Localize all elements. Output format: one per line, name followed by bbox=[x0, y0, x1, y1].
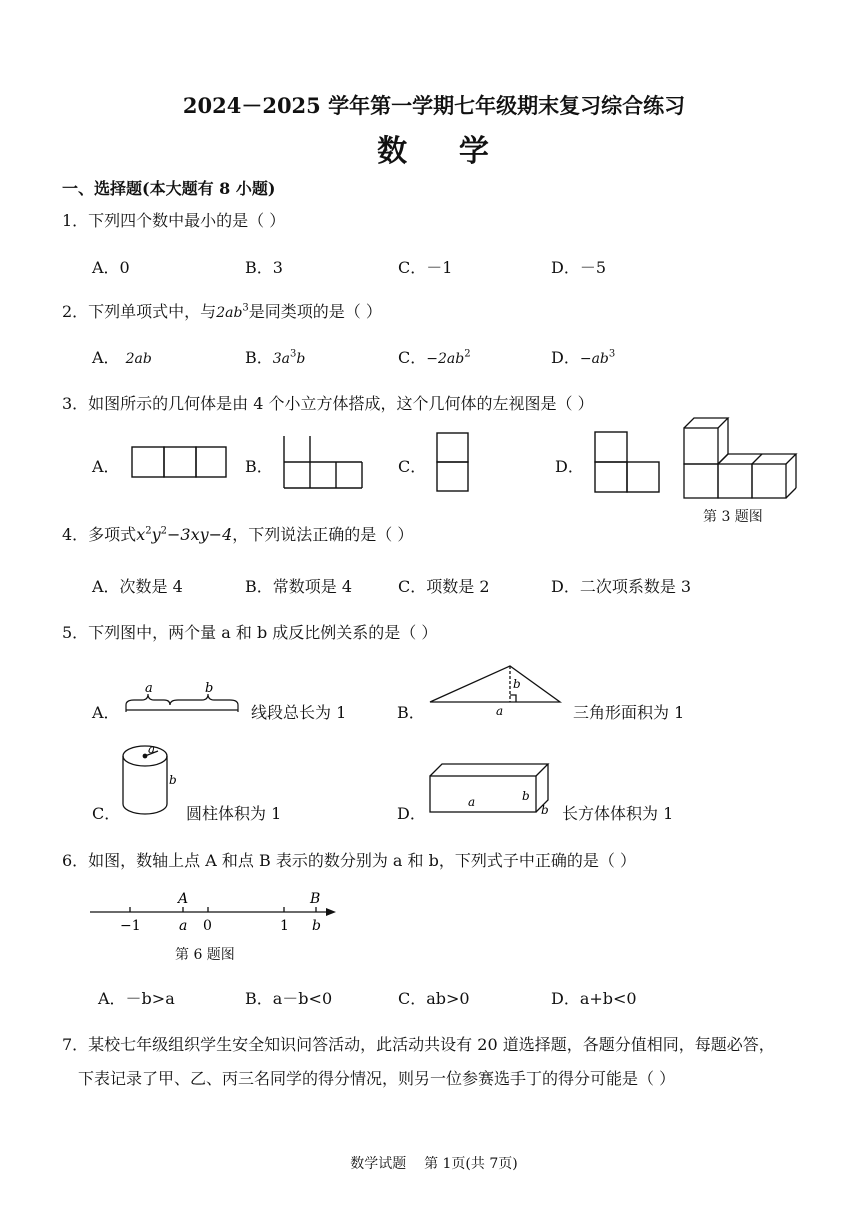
q6-option-c: C．ab>0 bbox=[398, 989, 470, 1008]
q4-option-a: A．次数是 4 bbox=[92, 577, 183, 596]
q5-b-var-b: b bbox=[513, 677, 521, 691]
q6-tick-b: b bbox=[312, 918, 321, 934]
q5-option-b-label: B． bbox=[397, 703, 425, 722]
q6-tick-0: 0 bbox=[203, 918, 212, 934]
q3-option-a-label: A． bbox=[92, 457, 120, 476]
q2-option-a: A． 2ab bbox=[92, 348, 152, 367]
q4-option-c: C．项数是 2 bbox=[398, 577, 490, 596]
q3-option-d-label: D． bbox=[555, 457, 584, 476]
q3-option-d-figure bbox=[593, 430, 661, 494]
q5-option-c-text: 圆柱体积为 1 bbox=[186, 804, 282, 823]
q5-option-d-figure bbox=[428, 762, 556, 818]
q6-tick-1: 1 bbox=[280, 918, 289, 934]
exam-title: 2024－2025 学年第一学期七年级期末复习综合练习 bbox=[182, 93, 686, 118]
q2-option-b: B．$3a^3b$ bbox=[245, 348, 306, 367]
q6-option-d: D．a+b<0 bbox=[551, 989, 637, 1008]
q6-point-a: A bbox=[178, 891, 189, 907]
q5-option-a-label: A． bbox=[92, 703, 120, 722]
q5-option-a-figure bbox=[120, 678, 245, 718]
q5-d-var-b-depth: b bbox=[541, 803, 549, 817]
q5-option-b-figure bbox=[428, 662, 564, 718]
q3-option-c-figure bbox=[435, 431, 471, 493]
q3-option-a-figure bbox=[130, 445, 228, 479]
q6-tick-a: a bbox=[179, 918, 188, 934]
question-1-stem: 1．下列四个数中最小的是（ ） bbox=[62, 211, 286, 230]
q5-option-d-text: 长方体体积为 1 bbox=[562, 804, 674, 823]
q1-option-b: B．3 bbox=[245, 258, 283, 277]
q1-option-d: D．－5 bbox=[551, 258, 607, 277]
q3-figure-caption: 第 3 题图 bbox=[703, 509, 763, 525]
q5-option-a-text: 线段总长为 1 bbox=[251, 703, 347, 722]
q1-option-a: A．0 bbox=[92, 258, 130, 277]
q5-c-var-b: b bbox=[169, 773, 177, 787]
question-7-line-1: 7．某校七年级组织学生安全知识问答活动，此活动共设有 20 道选择题，各题分值相同，每题必答， bbox=[62, 1035, 775, 1054]
q3-solid-figure bbox=[680, 416, 804, 502]
q6-tick-neg1: −1 bbox=[120, 918, 141, 934]
q4-option-d: D．二次项系数是 3 bbox=[551, 577, 692, 596]
question-7-line-2: 下表记录了甲、乙、丙三名同学的得分情况，则另一位参赛选手丁的得分可能是（ ） bbox=[78, 1069, 676, 1088]
page-footer: 数学试题 第 1页(共 7页) bbox=[350, 1156, 518, 1172]
q5-option-c-label: C． bbox=[92, 804, 121, 823]
q6-figure-caption: 第 6 题图 bbox=[175, 947, 235, 963]
q6-number-line bbox=[88, 886, 340, 938]
q2-option-d: D．$-ab^3$ bbox=[551, 348, 616, 367]
q3-option-b-label: B． bbox=[245, 457, 273, 476]
q4-option-b: B．常数项是 4 bbox=[245, 577, 353, 596]
subject-title: 数 学 bbox=[377, 134, 491, 169]
q5-c-var-a: a bbox=[148, 742, 156, 756]
q5-d-var-b: b bbox=[522, 789, 530, 803]
q3-option-b-figure bbox=[282, 434, 364, 490]
q5-b-var-a: a bbox=[496, 704, 504, 718]
question-5-stem: 5．下列图中，两个量 a 和 b 成反比例关系的是（ ） bbox=[62, 623, 438, 642]
q5-option-b-text: 三角形面积为 1 bbox=[573, 703, 685, 722]
question-4-stem: 4．多项式$x^2y^2-3xy-4$，下列说法正确的是（ ） bbox=[62, 525, 414, 544]
q5-d-var-a: a bbox=[468, 795, 476, 809]
q3-option-c-label: C． bbox=[398, 457, 427, 476]
q5-a-var-b: b bbox=[205, 681, 214, 696]
q6-point-b: B bbox=[310, 891, 321, 907]
q5-option-d-label: D． bbox=[397, 804, 426, 823]
q6-option-a: A．－b>a bbox=[98, 989, 175, 1008]
question-2-stem: 2．下列单项式中，与$2ab^3$是同类项的是（ ） bbox=[62, 302, 382, 321]
question-3-stem: 3．如图所示的几何体是由 4 个小立方体搭成，这个几何体的左视图是（ ） bbox=[62, 394, 594, 413]
q2-option-c: C．$-2ab^2$ bbox=[398, 348, 471, 367]
q6-option-b: B．a－b<0 bbox=[245, 989, 333, 1008]
section-heading: 一、选择题(本大题有 8 小题) bbox=[62, 179, 276, 198]
question-6-stem: 6．如图，数轴上点 A 和点 B 表示的数分别为 a 和 b，下列式子中正确的是（ ） bbox=[62, 851, 636, 870]
q1-option-c: C．－1 bbox=[398, 258, 453, 277]
q5-option-c-figure bbox=[118, 742, 182, 820]
q5-a-var-a: a bbox=[145, 681, 153, 696]
